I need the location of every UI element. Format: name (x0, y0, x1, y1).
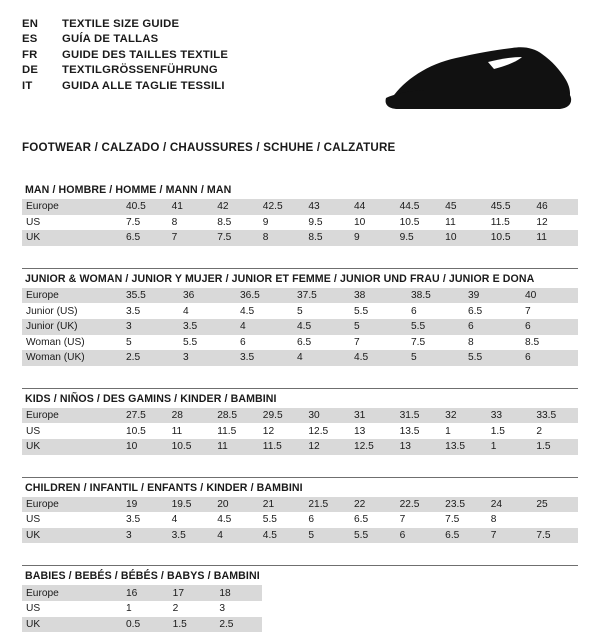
size-cell: 28.5 (213, 408, 259, 424)
size-cell: 5 (122, 335, 179, 351)
size-cell: 7.5 (122, 215, 168, 231)
size-cell: 1.5 (169, 617, 216, 632)
size-cell: 10 (122, 439, 168, 455)
size-cell: 22.5 (396, 497, 442, 513)
size-cell: 4.5 (350, 350, 407, 366)
size-cell: 4.5 (213, 512, 259, 528)
language-row (22, 64, 228, 79)
size-cell: 11 (532, 230, 578, 246)
size-cell: 36 (179, 288, 236, 304)
size-cell: 2.5 (215, 617, 262, 632)
size-cell: 4 (168, 512, 214, 528)
size-cell: 3.5 (122, 303, 179, 319)
size-cell: 7.5 (441, 512, 487, 528)
size-cell: 3.5 (179, 319, 236, 335)
table-row (22, 350, 578, 366)
page-title: FOOTWEAR / CALZADO / CHAUSSURES / SCHUHE / CALZATURE (22, 141, 578, 154)
size-cell: 1 (487, 439, 533, 455)
row-label: UK (22, 230, 122, 246)
size-cell: 24 (487, 497, 533, 513)
size-cell: 33 (487, 408, 533, 424)
size-cell: 10.5 (168, 439, 214, 455)
size-cell: 23.5 (441, 497, 487, 513)
size-cell: 7 (350, 335, 407, 351)
size-cell: 11.5 (213, 423, 259, 439)
language-code: DE (22, 64, 62, 79)
size-cell: 31 (350, 408, 396, 424)
row-label: Junior (US) (22, 303, 122, 319)
size-cell: 2.5 (122, 350, 179, 366)
table-row (22, 439, 578, 455)
language-row (22, 33, 228, 48)
size-cell: 39 (464, 288, 521, 304)
language-code: FR (22, 49, 62, 64)
language-row (22, 80, 228, 95)
size-cell: 2 (532, 423, 578, 439)
size-cell: 44 (350, 199, 396, 215)
size-cell: 0.5 (122, 617, 169, 632)
size-cell: 17 (169, 585, 216, 601)
size-cell: 5.5 (464, 350, 521, 366)
size-cell: 37.5 (293, 288, 350, 304)
size-cell: 9 (350, 230, 396, 246)
size-cell: 21 (259, 497, 305, 513)
size-cell: 4 (213, 528, 259, 544)
size-cell: 6 (464, 319, 521, 335)
size-cell: 13.5 (396, 423, 442, 439)
size-cell: 5 (407, 350, 464, 366)
table-row (22, 303, 578, 319)
size-cell: 2 (169, 601, 216, 617)
size-cell: 5 (350, 319, 407, 335)
row-label: UK (22, 439, 122, 455)
size-cell: 1 (122, 601, 169, 617)
size-cell: 4.5 (236, 303, 293, 319)
language-row (22, 49, 228, 64)
row-label: US (22, 601, 122, 617)
language-code: IT (22, 80, 62, 95)
size-cell: 10 (441, 230, 487, 246)
size-cell: 44.5 (396, 199, 442, 215)
row-label: Europe (22, 497, 122, 513)
row-label: Woman (US) (22, 335, 122, 351)
language-row (22, 18, 228, 33)
size-cell: 7 (396, 512, 442, 528)
size-cell: 10.5 (122, 423, 168, 439)
size-cell: 8.5 (304, 230, 350, 246)
size-cell: 10.5 (396, 215, 442, 231)
size-cell: 7.5 (532, 528, 578, 544)
size-cell: 40 (521, 288, 578, 304)
size-cell: 7.5 (407, 335, 464, 351)
size-cell: 3 (215, 601, 262, 617)
table-row (22, 497, 578, 513)
table-row (22, 199, 578, 215)
size-cell: 1 (441, 423, 487, 439)
size-cell: 6 (407, 303, 464, 319)
language-title: TEXTILGRÖSSENFÜHRUNG (62, 64, 228, 79)
size-cell: 7 (521, 303, 578, 319)
size-cell: 6 (304, 512, 350, 528)
language-title-list-body (22, 18, 228, 95)
size-cell: 11 (213, 439, 259, 455)
size-cell: 11.5 (259, 439, 305, 455)
language-title-list (22, 18, 228, 95)
size-cell: 7 (487, 528, 533, 544)
size-cell: 4 (293, 350, 350, 366)
size-group-title: KIDS / NIÑOS / DES GAMINS / KINDER / BAMBINI (22, 388, 578, 408)
table-row (22, 319, 578, 335)
table-row (22, 617, 262, 632)
table-row (22, 288, 578, 304)
size-cell: 28 (168, 408, 214, 424)
table-row (22, 423, 578, 439)
size-cell: 4.5 (259, 528, 305, 544)
table-row (22, 408, 578, 424)
table-row (22, 512, 578, 528)
row-label: Europe (22, 585, 122, 601)
size-cell: 31.5 (396, 408, 442, 424)
size-cell: 3 (179, 350, 236, 366)
size-cell: 6.5 (350, 512, 396, 528)
size-cell: 8.5 (521, 335, 578, 351)
size-cell: 4 (179, 303, 236, 319)
size-cell: 3 (122, 528, 168, 544)
language-code: ES (22, 33, 62, 48)
size-table (22, 408, 578, 455)
size-table (22, 288, 578, 366)
size-group (22, 477, 578, 544)
size-cell: 11.5 (487, 215, 533, 231)
size-cell: 13 (396, 439, 442, 455)
size-cell: 21.5 (304, 497, 350, 513)
size-group (22, 388, 578, 455)
size-cell: 20 (213, 497, 259, 513)
size-cell: 5.5 (179, 335, 236, 351)
size-cell: 5.5 (407, 319, 464, 335)
table-row (22, 585, 262, 601)
size-cell: 10.5 (487, 230, 533, 246)
size-cell: 6 (396, 528, 442, 544)
size-cell: 10 (350, 215, 396, 231)
size-cell: 1.5 (487, 423, 533, 439)
size-cell: 36.5 (236, 288, 293, 304)
size-cell: 3.5 (168, 528, 214, 544)
size-cell: 12.5 (350, 439, 396, 455)
size-cell: 5 (304, 528, 350, 544)
size-cell: 8 (259, 230, 305, 246)
size-cell: 13 (350, 423, 396, 439)
size-cell: 32 (441, 408, 487, 424)
size-group-title: MAN / HOMBRE / HOMME / MANN / MAN (22, 184, 578, 199)
size-cell: 12 (304, 439, 350, 455)
size-group-title: JUNIOR & WOMAN / JUNIOR Y MUJER / JUNIOR ET FEMME / JUNIOR UND FRAU / JUNIOR E DONA (22, 268, 578, 288)
size-cell: 35.5 (122, 288, 179, 304)
size-cell: 3.5 (122, 512, 168, 528)
size-cell: 22 (350, 497, 396, 513)
size-cell: 19 (122, 497, 168, 513)
row-label: Europe (22, 288, 122, 304)
size-cell: 12 (259, 423, 305, 439)
row-label: US (22, 423, 122, 439)
size-cell: 8 (487, 512, 533, 528)
size-cell: 5.5 (350, 303, 407, 319)
size-cell: 18 (215, 585, 262, 601)
size-cell: 41 (168, 199, 214, 215)
row-label: US (22, 215, 122, 231)
size-cell: 25 (532, 497, 578, 513)
size-cell: 46 (532, 199, 578, 215)
language-title: TEXTILE SIZE GUIDE (62, 18, 228, 33)
size-cell: 6 (521, 319, 578, 335)
size-cell: 6 (236, 335, 293, 351)
size-cell: 38.5 (407, 288, 464, 304)
size-group (22, 268, 578, 366)
language-title: GUIDE DES TAILLES TEXTILE (62, 49, 228, 64)
size-cell: 6 (521, 350, 578, 366)
size-table (22, 199, 578, 246)
language-title: GUIDA ALLE TAGLIE TESSILI (62, 80, 228, 95)
size-cell: 8.5 (213, 215, 259, 231)
size-cell: 38 (350, 288, 407, 304)
size-cell: 1.5 (532, 439, 578, 455)
size-cell: 8 (464, 335, 521, 351)
size-cell: 29.5 (259, 408, 305, 424)
row-label: Woman (UK) (22, 350, 122, 366)
language-title: GUÍA DE TALLAS (62, 33, 228, 48)
size-cell: 9 (259, 215, 305, 231)
table-row (22, 215, 578, 231)
table-row (22, 528, 578, 544)
size-cell: 19.5 (168, 497, 214, 513)
size-cell: 5.5 (350, 528, 396, 544)
size-cell: 5.5 (259, 512, 305, 528)
size-cell: 6.5 (293, 335, 350, 351)
size-cell: 8 (168, 215, 214, 231)
size-group (22, 565, 578, 632)
size-group-title: BABIES / BEBÉS / BÉBÉS / BABYS / BAMBINI (22, 565, 578, 585)
size-cell: 43 (304, 199, 350, 215)
size-cell: 30 (304, 408, 350, 424)
size-cell (532, 512, 578, 528)
table-row (22, 335, 578, 351)
size-cell: 11 (168, 423, 214, 439)
size-cell: 12.5 (304, 423, 350, 439)
size-group (22, 184, 578, 246)
size-group-title: CHILDREN / INFANTIL / ENFANTS / KINDER / BAMBINI (22, 477, 578, 497)
size-cell: 7 (168, 230, 214, 246)
size-cell: 27.5 (122, 408, 168, 424)
size-cell: 16 (122, 585, 169, 601)
size-cell: 6.5 (441, 528, 487, 544)
row-label: US (22, 512, 122, 528)
size-tables (22, 184, 578, 632)
row-label: UK (22, 528, 122, 544)
size-cell: 9.5 (304, 215, 350, 231)
dress-shoe-icon (384, 36, 574, 128)
size-cell: 11 (441, 215, 487, 231)
page-header (22, 18, 578, 128)
size-cell: 4 (236, 319, 293, 335)
row-label: UK (22, 617, 122, 632)
row-label: Europe (22, 408, 122, 424)
row-label: Europe (22, 199, 122, 215)
size-cell: 40.5 (122, 199, 168, 215)
size-cell: 5 (293, 303, 350, 319)
size-cell: 6.5 (464, 303, 521, 319)
size-cell: 7.5 (213, 230, 259, 246)
size-table (22, 585, 262, 632)
row-label: Junior (UK) (22, 319, 122, 335)
language-code: EN (22, 18, 62, 33)
size-cell: 9.5 (396, 230, 442, 246)
size-cell: 45.5 (487, 199, 533, 215)
table-row (22, 601, 262, 617)
table-row (22, 230, 578, 246)
size-cell: 42.5 (259, 199, 305, 215)
size-cell: 3 (122, 319, 179, 335)
size-cell: 4.5 (293, 319, 350, 335)
size-cell: 33.5 (532, 408, 578, 424)
size-cell: 3.5 (236, 350, 293, 366)
size-cell: 45 (441, 199, 487, 215)
size-table (22, 497, 578, 544)
size-cell: 42 (213, 199, 259, 215)
size-cell: 6.5 (122, 230, 168, 246)
size-cell: 13.5 (441, 439, 487, 455)
size-cell: 12 (532, 215, 578, 231)
